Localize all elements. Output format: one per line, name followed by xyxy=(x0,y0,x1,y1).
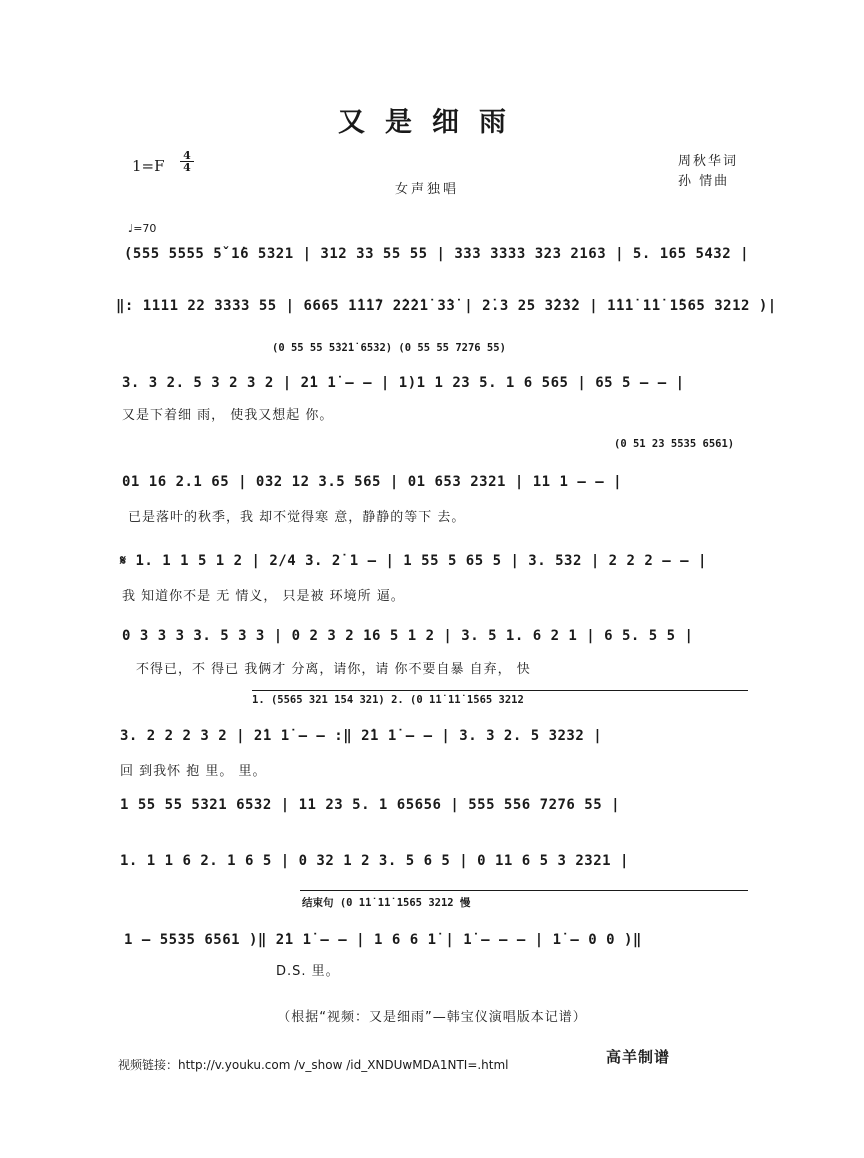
time-signature xyxy=(180,150,194,173)
genre-label: 女声独唱 xyxy=(395,182,460,197)
system-4-lyric: 已是落叶的秋季，我 却不觉得寒 意，静静的等下 去。 xyxy=(128,510,466,525)
tempo-mark: ♩=70 xyxy=(128,222,157,235)
system-3-above-line: (0 55 55 5̇3̇2̇1̇ 6532) (0 55 55 7276 55) xyxy=(272,342,506,354)
system-6-lyric: 不得已，不 得已 我俩才 分离，请你，请 你不要自暴 自弃， 快 xyxy=(136,662,531,677)
lyricist-credit: 周秋华词 xyxy=(678,154,739,169)
system-10-lyric: D.S. 里。 xyxy=(276,964,340,979)
system-7-notes: 3. 2 2 2 3 2 | 2̇1 1̇ – – :‖ 2̇1 1̇ – – | 3. 3 2. 5 3232 | xyxy=(120,728,603,744)
key-signature: 1=F xyxy=(132,157,165,175)
transcription-source-note: （根据“视频：又是细雨”—韩宝仪演唱版本记谱） xyxy=(277,1010,587,1025)
system-1-notes: (555 5555 5̌ 1̇6 5321 | 312 33 55 55 | 333 3333 323 2163 | 5. 165 5432 | xyxy=(124,246,750,262)
system-2-notes: ‖: 1111 22 3333 55 | 6665 1̇1̇1̇7 2̇2̇2̇1̇ 3̇3̇ | 2̇.3 25 3̇2̇3̇2 | 1̇1̇1̇ 1̇1̇ 1̇565 3212 )| xyxy=(116,298,777,314)
system-7-above-line: 1. (5565 321 154 321) 2. (0 1̇1̇ 1̇1̇ 1̇565 3212 xyxy=(252,694,524,706)
system-8-notes: 1 55 55 5321 6532 | 11 23 5. 1 65656 | 555 556 7276 55 | xyxy=(120,797,621,813)
system-9-notes: 1. 1 1 6 2. 1 6 5 | 0 32 1 2 3. 5 6 5 | 0 11 6 5 3 2321 | xyxy=(120,853,629,869)
meter-denominator: 4 xyxy=(183,161,191,174)
volta-bracket-line xyxy=(252,690,748,691)
system-4-notes: 01 16 2.1 65 | 032 12 3.5 565 | 01 653 2321 | 11 1 – – | xyxy=(122,474,623,490)
system-3-notes: 3. 3 2. 5 3 2 3 2 | 2̇1 1̇ – – | 1)1 1 23 5. 1 6 565 | 65 5 – – | xyxy=(122,375,685,391)
score-title: 又是细雨 xyxy=(338,107,526,138)
system-6-notes: 0 3 3 3 3. 5 3 3 | 0 2 3 2 16 5 1 2 | 3. 5 1. 6 2 1 | 6 5. 5 5 | xyxy=(122,628,694,644)
composer-credit: 孙 情曲 xyxy=(678,174,730,189)
transcriber-mark: 高羊制谱 xyxy=(606,1048,671,1066)
meter-numerator: 4 xyxy=(180,150,194,162)
system-4-above-line: (0 51 23 5535 6561) xyxy=(614,438,735,450)
system-5-notes: 𝄋 1. 1 1 5 1 2 | 2/4 3. 2̇ 1 – | 1 55 5 65 5 | 3. 532 | 2 2 2 – – | xyxy=(120,553,707,569)
video-link[interactable]: 视频链接：http://v.youku.com /v_show /id_XNDUwMDA1NTI=.html xyxy=(118,1058,509,1072)
coda-bracket-line xyxy=(300,890,748,891)
system-5-lyric: 我 知道你不是 无 情义， 只是被 环境所 逼。 xyxy=(122,589,405,604)
system-10-notes: 1 – 5535 6561 )‖ 2̇1 1̇ – – | 1 6 6 1̇ | 1̇ – – – | 1̇ – 0 0 )‖ xyxy=(124,932,642,948)
system-3-lyric: 又是下着细 雨， 使我又想起 你。 xyxy=(122,408,334,423)
system-10-above-line: 结束句 (0 1̇1̇ 1̇1̇ 1̇565 3212 慢 xyxy=(302,897,471,909)
system-7-lyric: 回 到我怀 抱 里。 里。 xyxy=(120,764,267,779)
